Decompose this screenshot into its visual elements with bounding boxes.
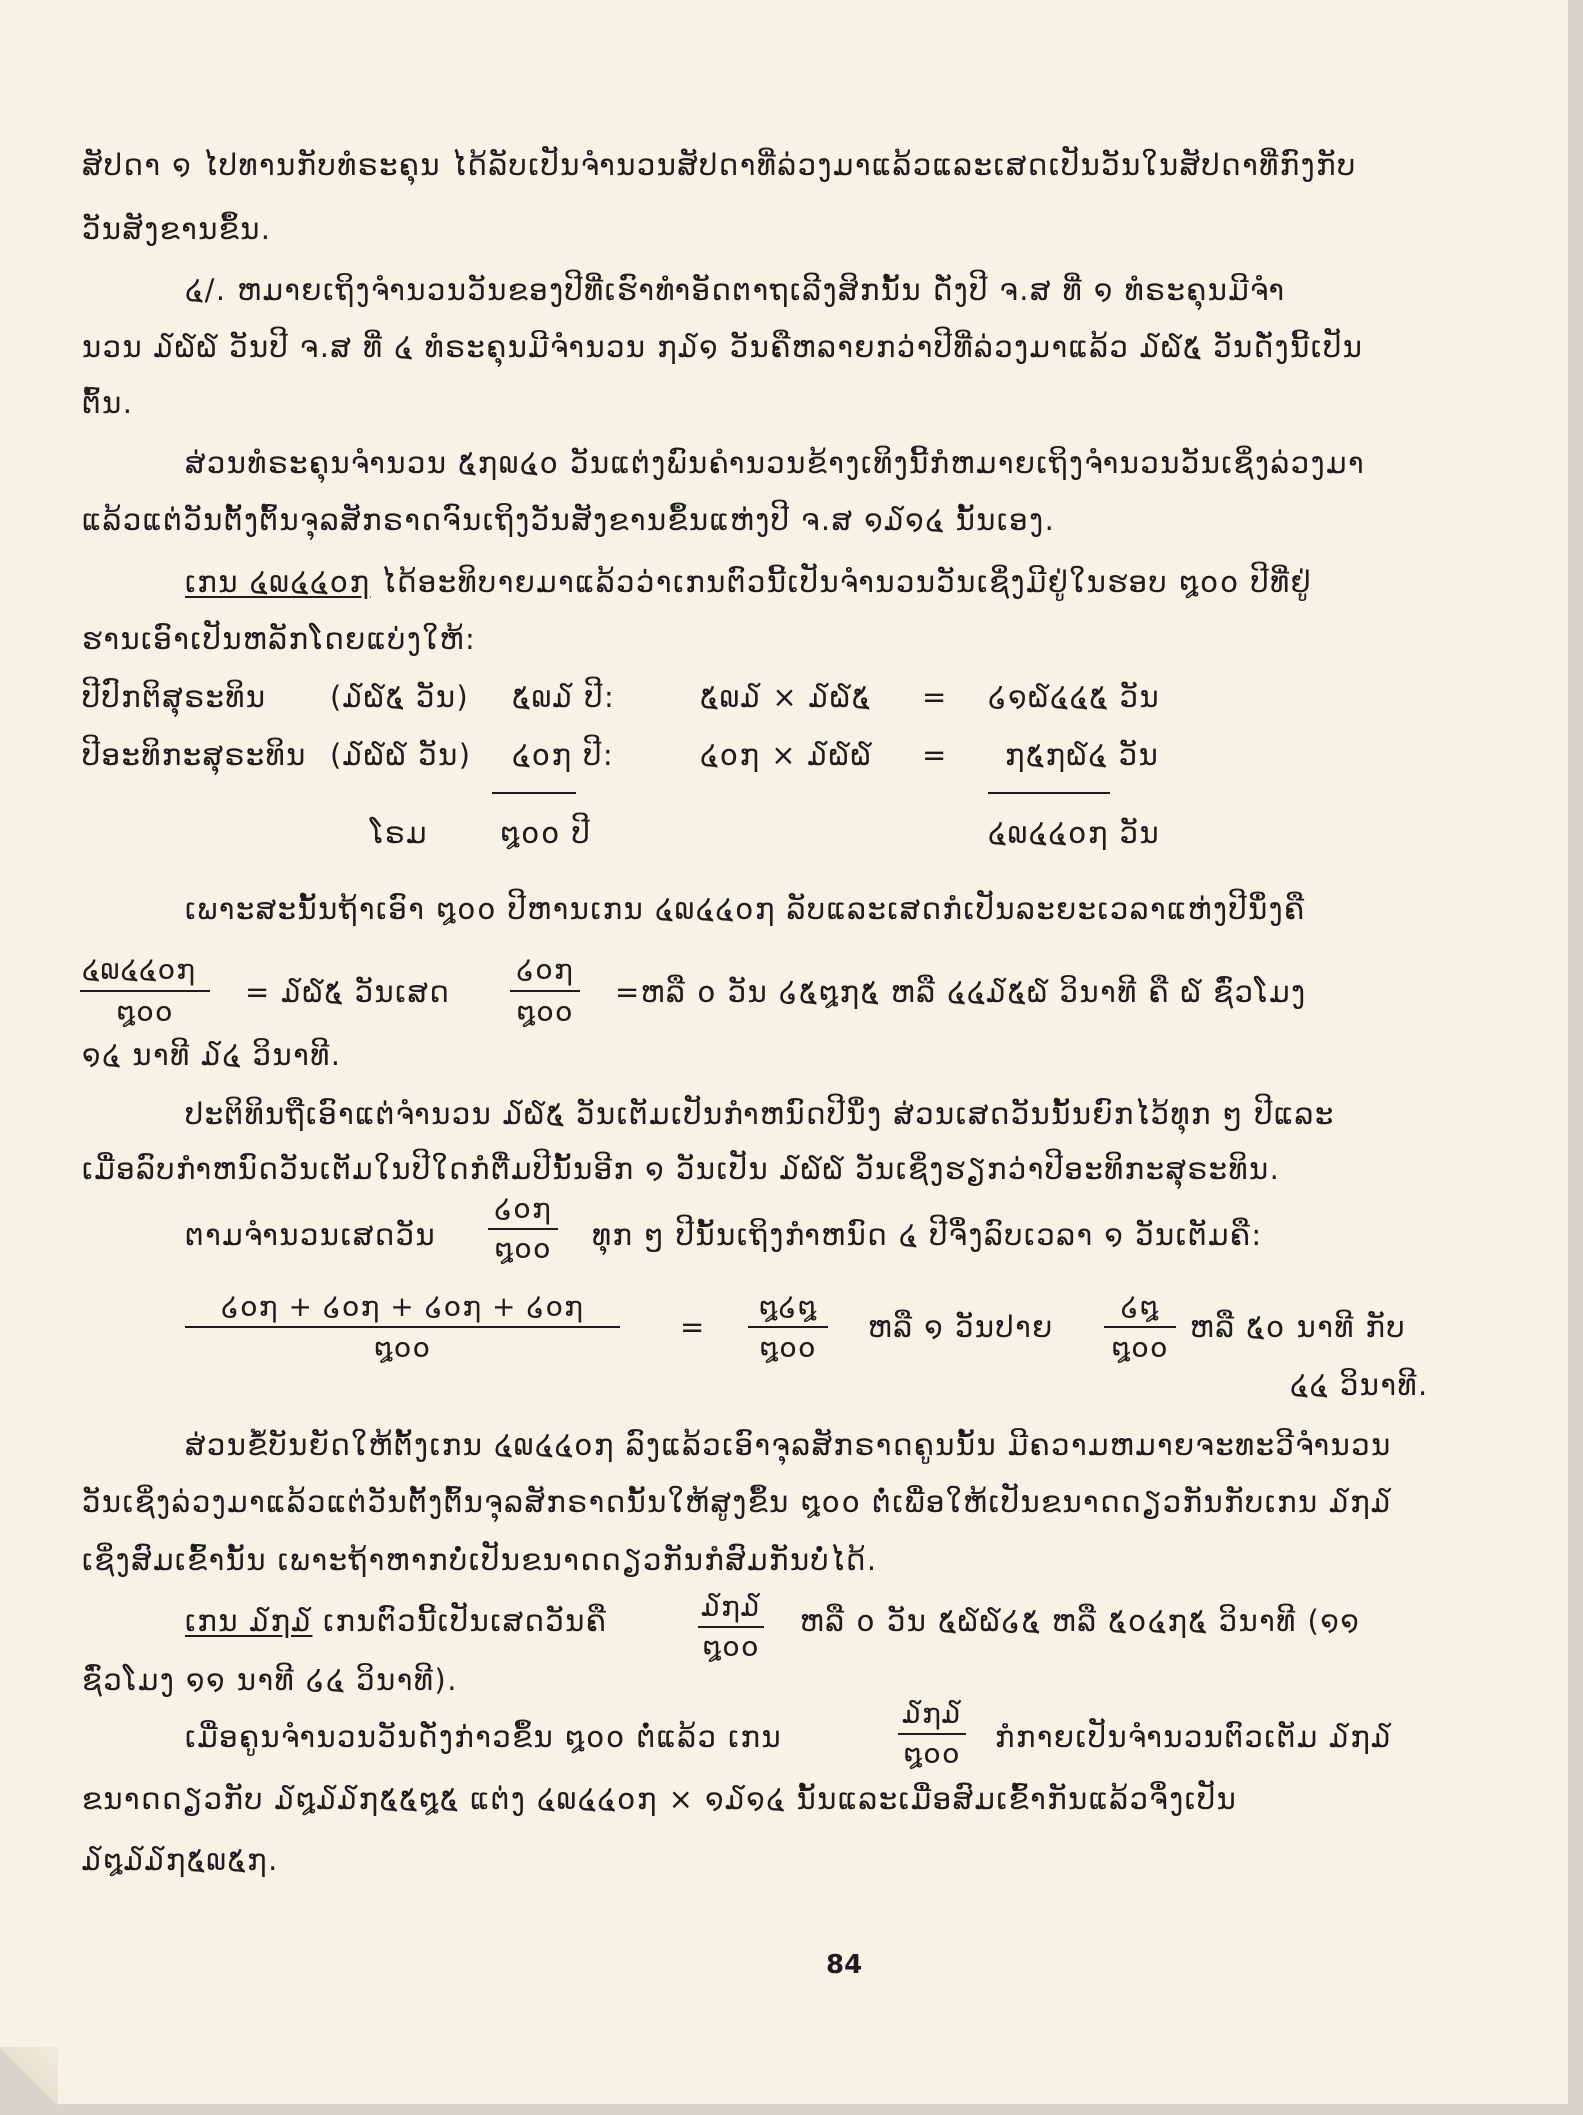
fraction-bar xyxy=(185,1326,620,1328)
folded-corner xyxy=(0,2047,58,2105)
paragraph-line: ຫລື ໐ ວັນ ໕໖໖໒໕ ຫລື ໕໐໔໗໕ ວິນາທີ (໑໑ xyxy=(800,1604,1361,1638)
paragraph-line: ຂນາດດຽວກັບ ໓໘໓໓໗໕໕໘໕ ແຕ່ງ ໔໙໔໔໐໗ × ໑໓໑໔ ນັ້ນແລະເມື່ອສົມເຂົ້າກັນແລ້ວຈຶ່ງເປັນ xyxy=(82,1782,1238,1816)
fraction-numerator: ໒໐໗ xyxy=(494,1192,552,1225)
fraction-text: ຫລື ໑ ວັນປາຍ xyxy=(868,1310,1054,1344)
fraction-numerator: ໒໐໗ + ໒໐໗ + ໒໐໗ + ໒໐໗ xyxy=(221,1290,584,1323)
fraction-text: = ໓໖໕ ວັນເສດ xyxy=(245,975,451,1009)
fraction-numerator: ໒໘ xyxy=(1120,1290,1160,1323)
paragraph-line: ສັປດາ ໑ ໄປທານກັບທໍຣະຄຸນ ໄດ້ລັບເປັນຈຳນວນສັປດາທີ່ລ່ວງມາແລ້ວແລະເສດເປັນວັນໃນສັປດາທີ່ກົງກັບ xyxy=(82,148,1357,182)
sum-rule xyxy=(492,792,576,794)
term-description: ໄດ້ອະທິບາຍມາແລ້ວວ່າເກນຕົວນີ້ເປັນຈຳນວນວັນເຊິ່ງມີຢູ່ໃນຮອບ ໘໐໐ ປີທີ່ຢູ່ xyxy=(370,565,1313,599)
paragraph-line: ທຸກ ໆ ປີນັ້ນເຖິງກຳຫນົດ ໔ ປີຈຶ່ງລົບເວລາ ໑ ວັນເຕັມຄື: xyxy=(592,1218,1263,1252)
fraction-bar xyxy=(698,1626,764,1628)
paragraph-line: ວັນສັງຂານຂຶ້ນ. xyxy=(82,212,272,246)
fraction-numerator: ໓໗໓ xyxy=(902,1697,962,1730)
paragraph-line: ຕາມຈຳນວນເສດວັນ xyxy=(185,1218,437,1252)
paragraph-line: ນວນ ໓໖໖ ວັນປີ ຈ.ສ ທີ່ ໔ ທໍຣະຄຸນມີຈຳນວນ ໗໓໑ ວັນຄືຫລາຍກວ່າປີທີ່ລ່ວງມາແລ້ວ ໓໖໕ ວັນດັ່ງນີ້ເປັນ xyxy=(82,330,1364,364)
calc-row-result: ໗໕໗໖໔ ວັນ xyxy=(1005,738,1160,772)
paragraph-line: ໓໘໓໓໗໕໙໕໗. xyxy=(82,1843,279,1877)
sum-rule xyxy=(988,792,1110,794)
fraction-bar xyxy=(748,1326,828,1328)
calc-row-result: ໒໑໖໔໔໕ ວັນ xyxy=(988,680,1161,714)
fraction-numerator: ໔໙໔໔໐໗ xyxy=(82,953,197,986)
fraction-denominator: ໘໐໐ xyxy=(1111,1331,1169,1364)
calc-row-label: ປີປົກຕິສຸຣະທິນ xyxy=(82,680,267,714)
calc-row-equals: = xyxy=(922,738,948,772)
calc-row-years: ໔໐໗ ປີ: xyxy=(512,738,615,772)
calc-total-label: ໂຣມ xyxy=(370,816,429,850)
calc-row-days: (໓໖໖ ວັນ) xyxy=(330,738,472,772)
paragraph-line: ເມື່ອລົບກຳຫນົດວັນເຕັມໃນປີໃດກໍຕື່ມປີນັ້ນອີກ ໑ ວັນເປັນ ໓໖໖ ວັນເຊິ່ງຮຽກວ່າປີອະທິກະສຸຣະທິນ. xyxy=(82,1152,1281,1186)
fraction-numerator: ໓໗໓ xyxy=(701,1590,761,1623)
paragraph-line xyxy=(185,565,1312,599)
paragraph-line: ສ່ວນຂໍ້ບັນຍັດໃຫ້ຕັ້ງເກນ ໔໙໔໔໐໗ ລົງແລ້ວເອົາຈຸລສັກຣາດຄູນນັ້ນ ມີຄວາມຫມາຍຈະທະວີຈຳນວນ xyxy=(185,1428,1392,1462)
fraction-bar xyxy=(80,990,210,992)
paragraph-line: ເມື່ອຄູນຈຳນວນວັນດັ່ງກ່າວຂຶ້ນ ໘໐໐ ຕໍ່ແລ້ວ ເກນ xyxy=(185,1720,783,1754)
paragraph-line: ກໍກາຍເປັນຈຳນວນຕົວເຕັມ ໓໗໓ xyxy=(995,1720,1393,1754)
calc-row-years: ໕໙໓ ປີ: xyxy=(512,680,616,714)
paragraph-line: ໔/. ຫມາຍເຖິງຈຳນວນວັນຂອງປີທີ່ເຮົາທຳອັດຕາຖເລີງສິກນັ້ນ ດັ່ງປີ ຈ.ສ ທີ່ ໑ ທໍຣະຄຸນມີຈຳ xyxy=(185,273,1286,307)
paragraph-line: ຕົ້ນ. xyxy=(82,386,134,420)
paragraph-line: ປະຕິທິນຖືເອົາແຕ່ຈຳນວນ ໓໖໕ ວັນເຕັມເປັນກຳຫນົດປີນຶ່ງ ສ່ວນເສດວັນນັ້ນຍົກໄວ້ທຸກ ໆ ປີແລະ xyxy=(185,1097,1335,1131)
fraction-denominator: ໘໐໐ xyxy=(373,1331,432,1364)
calc-row-equals: = xyxy=(922,680,948,714)
fraction-bar xyxy=(898,1733,966,1735)
fraction-numerator: ໘໒໘ xyxy=(758,1290,818,1323)
page-number: 84 xyxy=(826,1950,863,1980)
fraction-text: ໔໔ ວິນາທີ. xyxy=(1290,1368,1429,1402)
paragraph-line: ແລ້ວແຕ່ວັນຕັ້ງຕົ້ນຈຸລສັກຣາດຈົນເຖິງວັນສັງຂານຂຶ້ນແຫ່ງປີ ຈ.ສ ໑໓໑໔ ນັ້ນເອງ. xyxy=(82,503,1056,537)
calc-total-years: ໘໐໐ ປີ xyxy=(500,816,592,850)
fraction-bar xyxy=(510,990,580,992)
fraction-denominator: ໘໐໐ xyxy=(903,1737,961,1770)
fraction-text: =ຫລື ໐ ວັນ ໒໕໘໗໕ ຫລື ໔໔໓໕໖ ວິນາທີ ຄື ໖ ຊົ່ວໂມງ xyxy=(615,975,1307,1009)
paragraph-line: ວັນເຊິ່ງລ່ວງມາແລ້ວແຕ່ວັນຕັ້ງຕົ້ນຈຸລສັກຣາດນັ້ນໃຫ້ສູງຂຶ້ນ ໘໐໐ ຕໍ່ເພື່ອໃຫ້ເປັນຂນາດດຽວກັນກັບເກນ ໓໗໓ xyxy=(82,1485,1393,1519)
paragraph-line xyxy=(185,1604,607,1638)
paragraph-line: ຊົ່ວໂມງ ໑໑ ນາທີ ໒໔ ວິນາທີ). xyxy=(82,1663,458,1697)
fraction-denominator: ໘໐໐ xyxy=(702,1630,760,1663)
fraction-numerator: ໒໐໗ xyxy=(516,953,574,986)
paragraph-line: ເຊິ່ງສົມເຂົ້ານັ້ນ ເພາະຖ້າຫາກບໍ່ເປັນຂນາດດຽວກັນກໍສົມກັນບໍ່ໄດ້. xyxy=(82,1543,878,1577)
paragraph-line: ສ່ວນທໍຣະຄຸນຈຳນວນ ໕໗໙໔໐ ວັນແຕ່ງພົນຄຳນວນຂ້າງເທິງນີ້ກໍຫມາຍເຖິງຈຳນວນວັນເຊິ່ງລ່ວງມາ xyxy=(185,446,1366,480)
calc-row-days: (໓໖໕ ວັນ) xyxy=(330,680,470,714)
calc-row-expression: ໔໐໗ × ໓໖໖ xyxy=(700,738,873,772)
fraction-denominator: ໘໐໐ xyxy=(494,1232,552,1265)
paragraph-line: ໑໔ ນາທີ ໓໔ ວິນາທີ. xyxy=(82,1038,342,1072)
fraction-bar xyxy=(1104,1326,1176,1328)
calc-total-result: ໔໙໔໔໐໗ ວັນ xyxy=(988,816,1161,850)
fraction-text: ຫລື ໕໐ ນາທີ ກັບ xyxy=(1190,1310,1407,1344)
fraction-bar xyxy=(488,1228,558,1230)
fraction-denominator: ໘໐໐ xyxy=(759,1331,817,1364)
fraction-denominator: ໘໐໐ xyxy=(516,995,574,1028)
calc-row-label: ປີອະທິກະສຸຣະທິນ xyxy=(82,738,307,772)
fraction-denominator: ໘໐໐ xyxy=(116,995,174,1028)
term-label: ເກນ ໓໗໓ xyxy=(185,1604,313,1638)
paragraph-line: ເພາະສະນັ້ນຖ້າເອົາ ໘໐໐ ປີຫານເກນ ໔໙໔໔໐໗ ລັບແລະເສດກໍເປັນລະຍະເວລາແຫ່ງປີນຶ່ງຄື xyxy=(185,892,1306,926)
paragraph-line: ຮານເອົາເປັນຫລັກໂດຍແບ່ງໃຫ້: xyxy=(82,622,477,656)
term-description: ເກນຕົວນີ້ເປັນເສດວັນຄື xyxy=(312,1604,608,1638)
term-label: ເກນ ໔໙໔໔໐໗ xyxy=(185,565,371,599)
calc-row-expression: ໕໙໓ × ໓໖໕ xyxy=(700,680,872,714)
fraction-text: = xyxy=(680,1310,706,1344)
